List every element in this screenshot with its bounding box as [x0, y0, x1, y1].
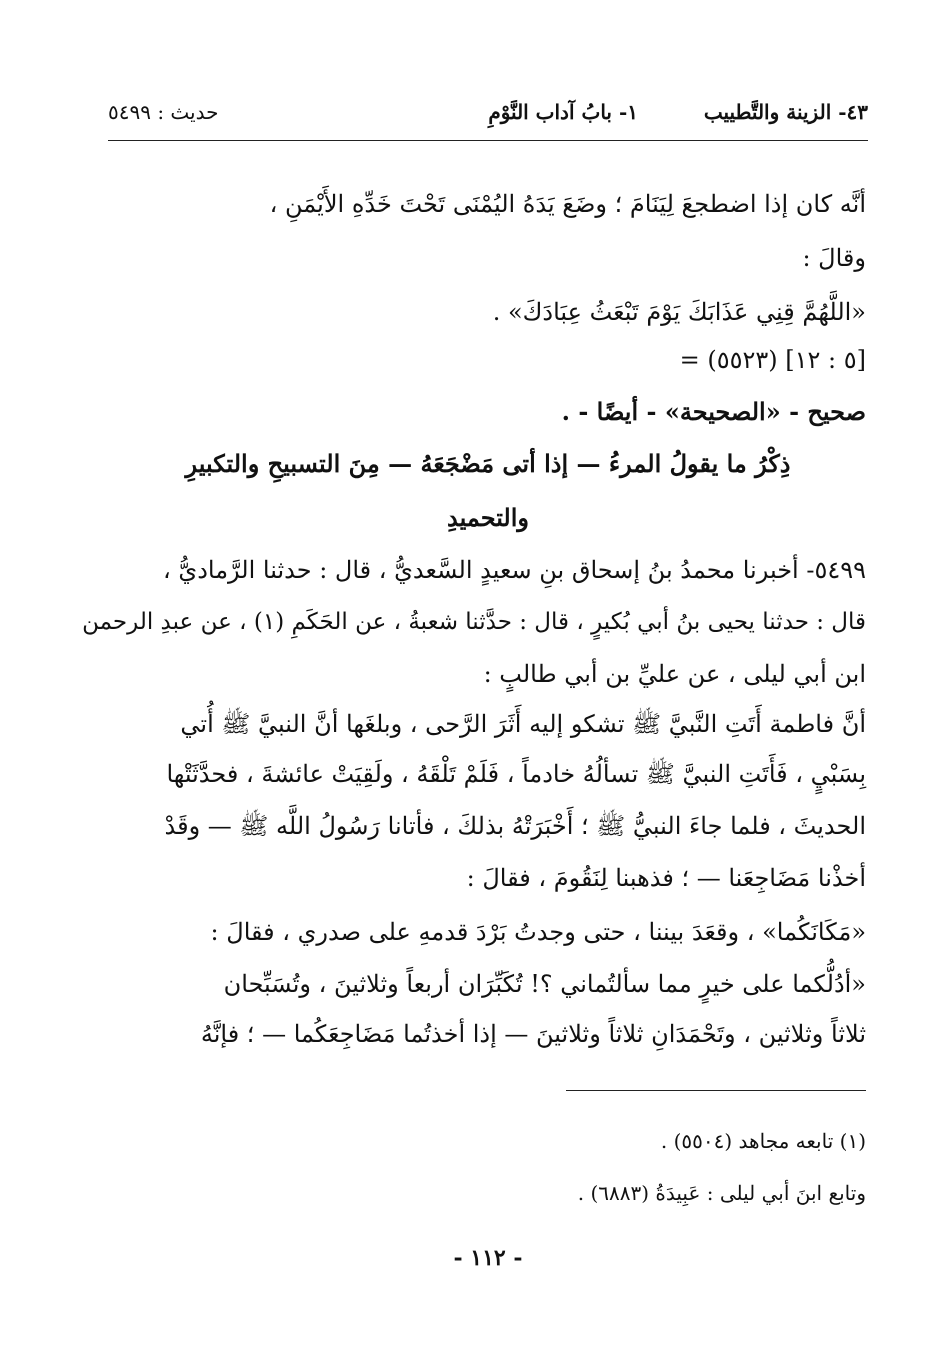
matn-line-7: ثلاثاً وثلاثين ، وتَحْمَدَانِ ثلاثاً وثلاثينَ — إذا أخذتُما مَضَاجِعَكُما — ؛ فإنَّهُ: [200, 1020, 866, 1048]
chapter-heading-line-1: ذِكْرُ ما يقولُ المرءُ — إذا أتى مَضْجَعَهُ — مِنَ التسبيحِ والتكبيرِ: [185, 449, 791, 478]
text-line-2: وقالَ :: [802, 244, 866, 272]
header-rule: [108, 140, 868, 141]
running-header: [108, 100, 868, 134]
footnote-1: (١) تابعه مجاهد (٥٥٠٤) .: [660, 1129, 866, 1153]
matn-line-2: بِسَبْيٍ ، فَأَتَتِ النبيَّ ﷺ تسألُهُ خادماً ، فَلَمْ تَلْقَهُ ، ولَقِيَتْ عائشةَ ، فحدَّثَتْها: [166, 760, 866, 788]
text-line-4: = (٥٥٢٣) [٥ : ١٢]: [679, 346, 866, 374]
section-title: ١- بابُ آداب النَّوْمِ: [488, 100, 638, 124]
hadith-reference: حديث : ٥٤٩٩: [108, 100, 219, 124]
matn-line-4: أخذْنا مَضَاجِعَنا — ؛ فذهبنا لِنَقُومَ ، فقالَ :: [466, 864, 866, 892]
footnote-rule: [566, 1090, 866, 1091]
matn-line-1: أنَّ فاطمة أَتَتِ النَّبيَّ ﷺ تشكو إليه أَثَرَ الرَّحى ، وبلغَها أنَّ النبيَّ ﷺ أُتي: [180, 710, 866, 738]
isnad-line-1: ٥٤٩٩- أخبرنا محمدُ بنُ إسحاق بنِ سعيدٍ السَّعديُّ ، قال : حدثنا الرَّماديُّ ،: [163, 556, 866, 584]
chapter-title: ٤٣- الزينة والتَّطييب: [703, 100, 868, 124]
grading-line: صحيح - «الصحيحة» - أيضًا - .: [561, 397, 866, 426]
footnote-2: وتابع ابنَ أبي ليلى : عَبِيدَةُ (٦٨٨٣) .: [577, 1181, 866, 1205]
isnad-line-2: قال : حدثنا يحيى بنُ أبي بُكيرٍ ، قال : حدَّثنا شعبةُ ، عن الحَكَمِ (١) ، عن عبدِ الرحمن: [82, 609, 866, 635]
text-line-1: أنَّه كان إذا اضطجعَ لِيَنَامَ ؛ وضَعَ يَدَهُ اليُمْنَى تَحْتَ خَدِّهِ الأَيْمَنِ ،: [269, 190, 866, 218]
isnad-line-3: ابن أبي ليلى ، عن عليِّ بن أبي طالبٍ :: [483, 660, 866, 688]
matn-line-5: «مَكَانَكُما» ، وقعَدَ بيننا ، حتى وجدتُ بَرْدَ قدمهِ على صدري ، فقالَ :: [210, 918, 866, 946]
text-line-3: «اللَّهُمَّ قِنِي عَذَابَكَ يَوْمَ تَبْعَثُ عِبَادَكَ» .: [492, 298, 866, 326]
matn-line-6: «أدُلُّكما على خيرٍ مما سألتُماني ؟! تُكَبِّرَان أربعاً وثلاثينَ ، وتُسَبِّحان: [223, 970, 866, 998]
page-number: - ١١٢ -: [453, 1245, 523, 1271]
matn-line-3: الحديثَ ، فلما جاءَ النبيُّ ﷺ ؛ أَخْبَرَتْهُ بذلكَ ، فأتانا رَسُولُ اللَّه ﷺ — وقَدْ: [164, 812, 866, 840]
chapter-heading-line-2: والتحميدِ: [446, 503, 530, 532]
